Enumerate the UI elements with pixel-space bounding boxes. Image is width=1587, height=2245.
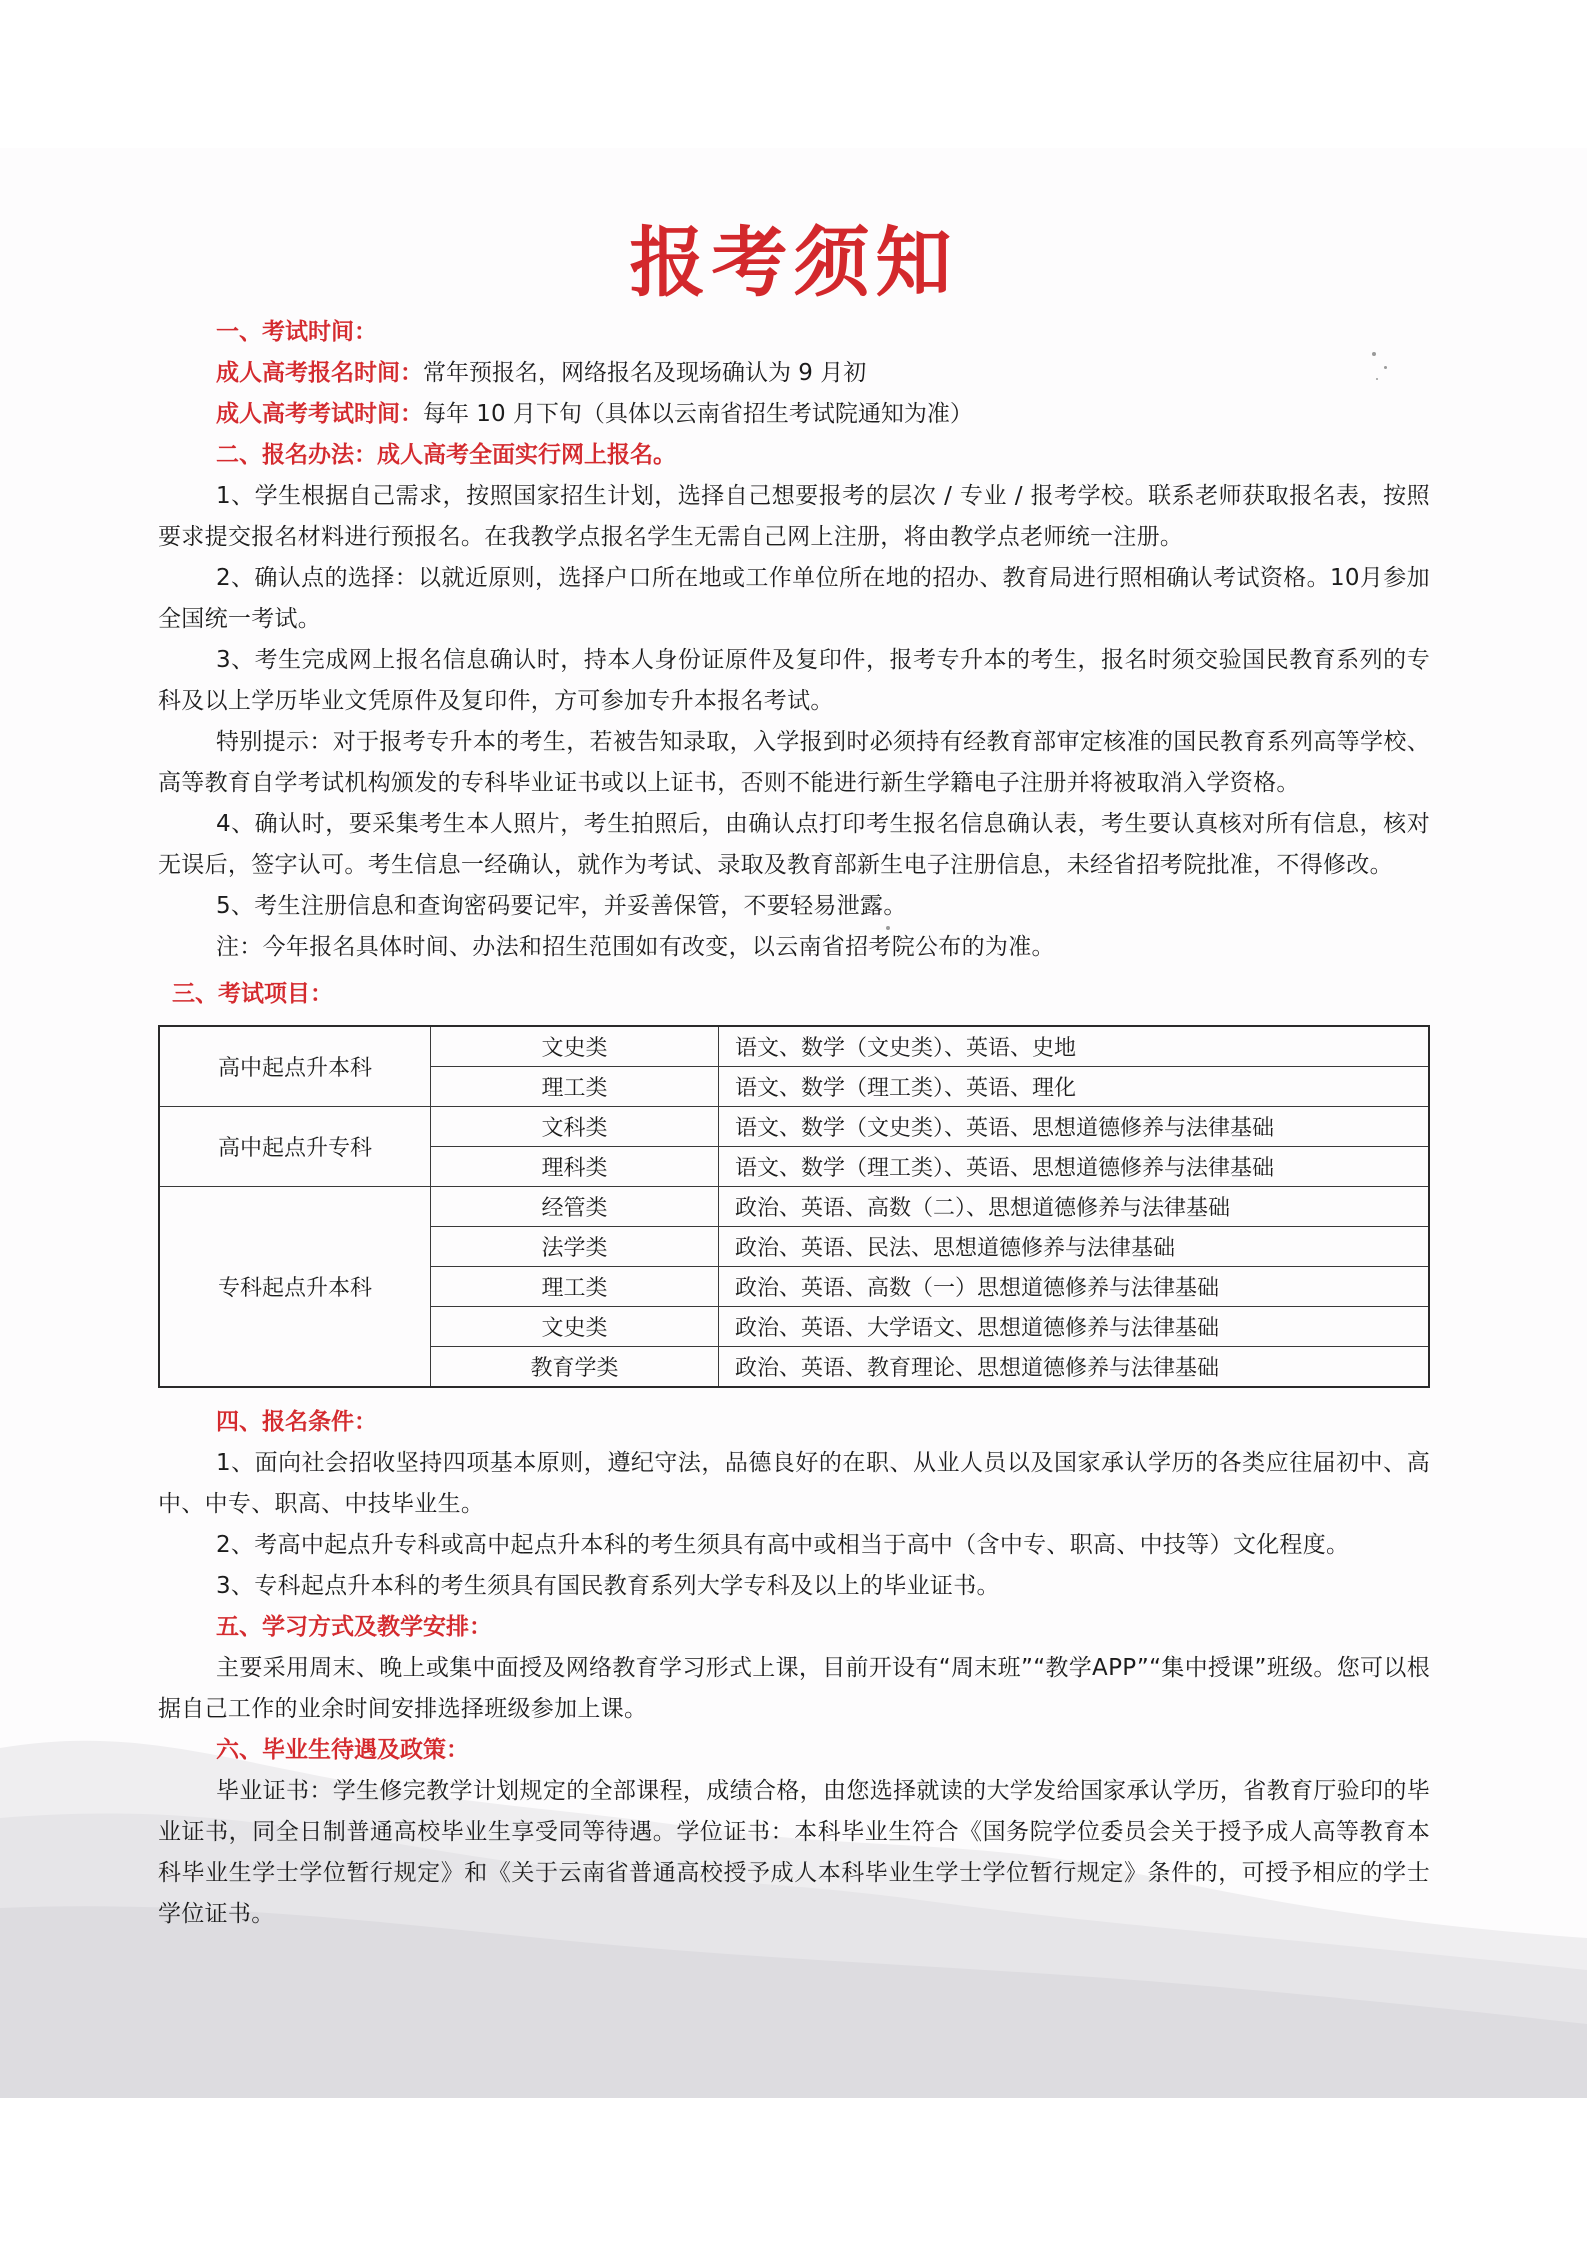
eligibility-paragraph: 3、专科起点升本科的考生须具有国民教育系列大学专科及以上的毕业证书。 [216, 1573, 1000, 1599]
section-heading-registration-method: 二、报名办法：成人高考全面实行网上报名。 [216, 442, 676, 468]
registration-note-paragraph: 注：今年报名具体时间、办法和招生范围如有改变，以云南省招考院公布的为准。 [216, 934, 1055, 960]
table-cell-level: 高中起点升本科 [159, 1026, 431, 1107]
table-cell-category: 理工类 [431, 1267, 719, 1307]
section-heading-graduate-policy: 六、毕业生待遇及政策： [216, 1737, 469, 1763]
exam-time-text: 每年 10 月下旬（具体以云南省招生考试院通知为准） [423, 401, 973, 427]
table-cell-category: 教育学类 [431, 1347, 719, 1388]
page-title: 报考须知 [629, 218, 958, 307]
registration-time-line [158, 353, 1430, 394]
eligibility-paragraph: 1、面向社会招收坚持四项基本原则，遵纪守法，品德良好的在职、从业人员以及国家承认学历的各类应往届初中、高中、中专、职高、中技毕业生。 [158, 1450, 1430, 1517]
table-cell-subjects: 语文、数学（理工类）、英语、理化 [719, 1067, 1430, 1107]
table-cell-subjects: 语文、数学（文史类）、英语、思想道德修养与法律基础 [719, 1107, 1430, 1147]
table-cell-subjects: 语文、数学（理工类）、英语、思想道德修养与法律基础 [719, 1147, 1430, 1187]
exam-time-label: 成人高考考试时间： [216, 401, 423, 427]
table-cell-level: 高中起点升专科 [159, 1107, 431, 1187]
table-cell-subjects: 语文、数学（文史类）、英语、史地 [719, 1026, 1430, 1067]
table-cell-subjects: 政治、英语、民法、思想道德修养与法律基础 [719, 1227, 1430, 1267]
registration-paragraph: 3、考生完成网上报名信息确认时，持本人身份证原件及复印件，报考专升本的考生，报名时须交验国民教育系列的专科及以上学历毕业文凭原件及复印件，方可参加专升本报名考试。 [158, 647, 1430, 714]
exam-time-line [158, 394, 1430, 435]
table-cell-subjects: 政治、英语、教育理论、思想道德修养与法律基础 [719, 1347, 1430, 1388]
registration-time-label: 成人高考报名时间： [216, 360, 423, 386]
table-row [159, 1187, 1429, 1227]
registration-paragraph: 4、确认时，要采集考生本人照片，考生拍照后，由确认点打印考生报名信息确认表，考生要认真核对所有信息，核对无误后，签字认可。考生信息一经确认，就作为考试、录取及教育部新生电子注册信息，未经省招考院批准，不得修改。 [158, 811, 1430, 878]
registration-paragraph: 1、学生根据自己需求，按照国家招生计划，选择自己想要报考的层次 / 专业 / 报考学校。联系老师获取报名表，按照要求提交报名材料进行预报名。在我教学点报名学生无需自己网上注册，将由教学点老师统一注册。 [158, 483, 1430, 550]
table-cell-category: 文史类 [431, 1307, 719, 1347]
registration-paragraph: 2、确认点的选择：以就近原则，选择户口所在地或工作单位所在地的招办、教育局进行照相确认考试资格。10月参加全国统一考试。 [158, 565, 1430, 632]
table-cell-category: 理科类 [431, 1147, 719, 1187]
section-heading-exam-subjects: 三、考试项目： [172, 981, 333, 1007]
registration-paragraph: 5、考生注册信息和查询密码要记牢，并妥善保管，不要轻易泄露。 [216, 893, 907, 919]
registration-time-text: 常年预报名，网络报名及现场确认为 9 月初 [423, 360, 867, 386]
document-content [158, 312, 1430, 1935]
study-mode-paragraph: 主要采用周末、晚上或集中面授及网络教育学习形式上课，目前开设有“周末班”“教学APP”“集中授课”班级。您可以根据自己工作的业余时间安排选择班级参加上课。 [158, 1655, 1430, 1722]
table-cell-category: 经管类 [431, 1187, 719, 1227]
table-cell-subjects: 政治、英语、高数（一）思想道德修养与法律基础 [719, 1267, 1430, 1307]
table-cell-category: 文史类 [431, 1026, 719, 1067]
eligibility-paragraph: 2、考高中起点升专科或高中起点升本科的考生须具有高中或相当于高中（含中专、职高、中技等）文化程度。 [216, 1532, 1350, 1558]
section-heading-eligibility: 四、报名条件： [216, 1409, 377, 1435]
table-cell-subjects: 政治、英语、大学语文、思想道德修养与法律基础 [719, 1307, 1430, 1347]
table-cell-category: 文科类 [431, 1107, 719, 1147]
special-notice-paragraph: 特别提示：对于报考专升本的考生，若被告知录取，入学报到时必须持有经教育部审定核准的国民教育系列高等学校、高等教育自学考试机构颁发的专科毕业证书或以上证书，否则不能进行新生学籍电子注册并将被取消入学资格。 [158, 729, 1430, 796]
table-cell-subjects: 政治、英语、高数（二）、思想道德修养与法律基础 [719, 1187, 1430, 1227]
table-row [159, 1107, 1429, 1147]
table-row [159, 1026, 1429, 1067]
table-cell-level: 专科起点升本科 [159, 1187, 431, 1388]
section-heading-study-mode: 五、学习方式及教学安排： [216, 1614, 492, 1640]
table-cell-category: 法学类 [431, 1227, 719, 1267]
section-heading-exam-time: 一、考试时间： [216, 319, 377, 345]
exam-subjects-table [158, 1025, 1430, 1388]
graduate-policy-paragraph: 毕业证书：学生修完教学计划规定的全部课程，成绩合格，由您选择就读的大学发给国家承认学历，省教育厅验印的毕业证书，同全日制普通高校毕业生享受同等待遇。学位证书：本科毕业生符合《国务院学位委员会关于授予成人高等教育本科毕业生学士学位暂行规定》和《关于云南省普通高校授予成人本科毕业生学士学位暂行规定》条件的，可授予相应的学士学位证书。 [158, 1778, 1430, 1927]
table-cell-category: 理工类 [431, 1067, 719, 1107]
